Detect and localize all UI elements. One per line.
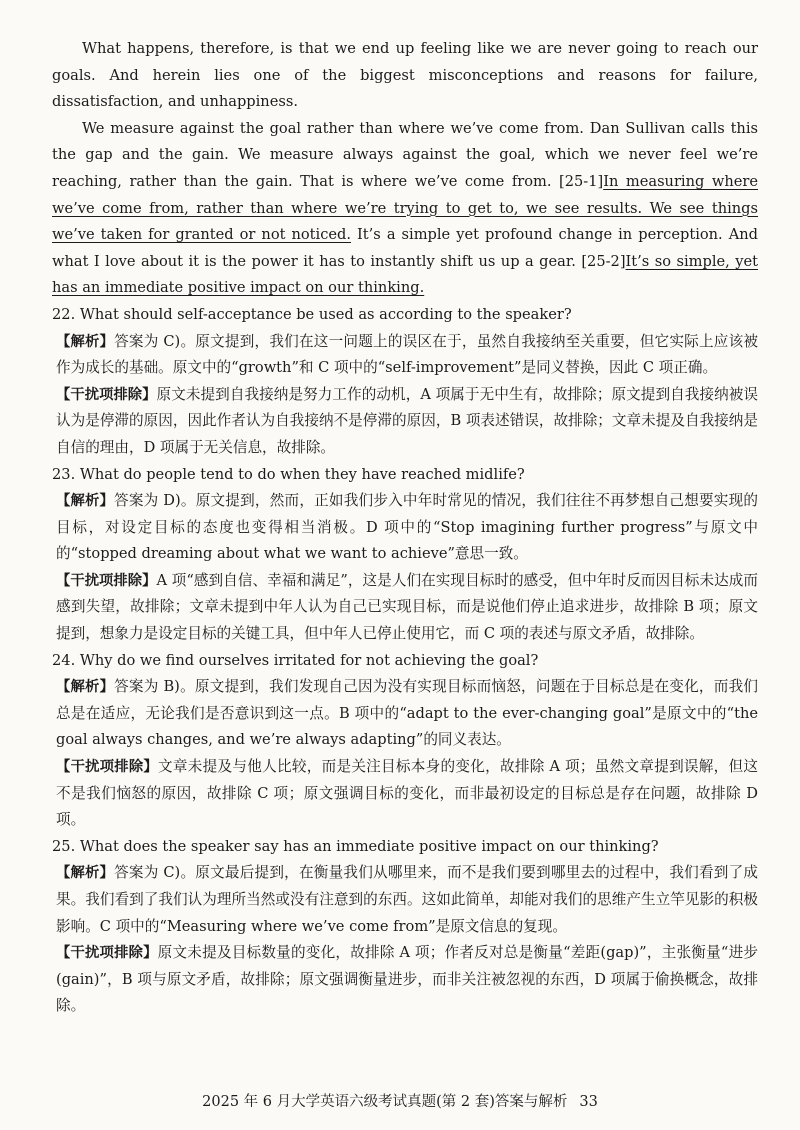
question-block: [52, 302, 758, 462]
distractor-analysis: [56, 568, 758, 648]
question-text: 23. What do people tend to do when they have reached midlife?: [52, 465, 525, 483]
passage-paragraph-2: [52, 116, 758, 302]
analysis-tag: 【解析】: [56, 333, 115, 350]
analysis-text: 答案为 C)。原文最后提到，在衡量我们从哪里来，而不是我们要到哪里去的过程中，我们看到了成果。我们看到了我们认为理所当然或没有注意到的东西。这如此简单，却能对我们的思维产生立竿见影的积极影响。C 项中的“Measuring where we’ve come from”是原文信息的复现。: [56, 864, 758, 935]
page-footer: [0, 1090, 800, 1111]
question-marker: [25-2]: [581, 252, 626, 270]
analysis-tag: 【解析】: [56, 493, 115, 510]
analysis-text: 答案为 B)。原文提到，我们发现自己因为没有实现目标而恼怒，问题在于目标总是在变化，而我们总是在适应，无论我们是否意识到这一点。B 项中的“adapt to the ever-changing goal”是原文中的“the goal always changes, and we’re always adapting”的同义表达。: [56, 678, 758, 749]
passage-text: It’s a simple yet profound change in perception. And what I love about it is the power it has to instantly shift us up a gear.: [52, 226, 758, 270]
analysis-text: 答案为 D)。原文提到，然而，正如我们步入中年时常见的情况，我们往往不再梦想自己想要实现的目标，对设定目标的态度也变得相当消极。D 项中的“Stop imagining further progress”与原文中的“stopped dreaming about what we want to achieve”意思一致。: [56, 492, 758, 563]
question-block: [52, 648, 758, 834]
question-block: [52, 834, 758, 1020]
question-text: 22. What should self-acceptance be used as according to the speaker?: [52, 305, 572, 323]
page-number: 33: [579, 1094, 598, 1110]
analysis-tag: 【解析】: [56, 865, 115, 882]
passage-paragraph-1: What happens, therefore, is that we end up feeling like we are never going to reach our goals. And herein lies one of the biggest misconceptions and reasons for failure, dissatisfaction, and unhappiness.: [52, 40, 758, 111]
page-content: [52, 36, 758, 1020]
analysis: [56, 488, 758, 568]
question-text: 24. Why do we find ourselves irritated for not achieving the goal?: [52, 651, 539, 669]
underlined-key-sentence: It’s so simple, yet has an immediate positive impact on our thinking.: [52, 252, 758, 297]
analysis: [56, 674, 758, 754]
distractor-tag: 【干扰项排除】: [56, 759, 159, 776]
analysis-tag: 【解析】: [56, 679, 115, 696]
question-block: [52, 462, 758, 648]
underlined-key-sentence: In measuring where we’ve come from, rather than where we’re trying to get to, we see results. We see things we’ve taken for granted or not noticed.: [52, 172, 759, 244]
distractor-analysis: [56, 382, 758, 462]
question-marker: [25-1]: [559, 172, 604, 190]
distractor-text: 文章未提及与他人比较，而是关注目标本身的变化，故排除 A 项；虽然文章提到误解，但这不是我们恼怒的原因，故排除 C 项；原文强调目标的变化，而非最初设定的目标总是存在问题，故排除 D 项。: [56, 758, 759, 829]
distractor-tag: 【干扰项排除】: [56, 386, 157, 403]
question-text: 25. What does the speaker say has an immediate positive impact on our thinking?: [52, 837, 659, 855]
distractor-text: A 项“感到自信、幸福和满足”，这是人们在实现目标时的感受，但中年时反而因目标未达成而感到失望，故排除；文章未提到中年人认为自己已实现目标，而是说他们停止追求进步，故排除 B 项；原文提到，想象力是设定目标的关键工具，但中年人已停止使用它，而 C 项的表述与原文矛盾，故排除。: [56, 571, 758, 643]
distractor-analysis: [56, 940, 758, 1020]
footer-title: 2025 年 6 月大学英语六级考试真题(第 2 套)答案与解析: [202, 1094, 568, 1110]
distractor-text: 原文未提到自我接纳是努力工作的动机，A 项属于无中生有，故排除；原文提到自我接纳被误认为是停滞的原因，因此作者认为自我接纳不是停滞的原因，B 项表述错误，故排除；文章未提及自我接纳是自信的理由，D 项属于无关信息，故排除。: [56, 385, 759, 456]
analysis: [56, 329, 758, 382]
distractor-text: 原文未提及目标数量的变化，故排除 A 项；作者反对总是衡量“差距(gap)”，主张衡量“进步(gain)”，B 项与原文矛盾，故排除；原文强调衡量进步，而非关注被忽视的东西，D 项属于偷换概念，故排除。: [56, 944, 758, 1015]
distractor-tag: 【干扰项排除】: [56, 572, 157, 589]
analysis-text: 答案为 C)。原文提到，我们在这一问题上的误区在于，虽然自我接纳至关重要，但它实际上应该被作为成长的基础。原文中的“growth”和 C 项中的“self-improvement”是同义替换，因此 C 项正确。: [56, 332, 758, 377]
passage-text: We measure against the goal rather than where we’ve come from. Dan Sullivan calls this the gap and the gain. We measure always against the goal, which we never feel we’re reaching, rather than the gain. That is where we’ve come from.: [52, 119, 758, 190]
distractor-tag: 【干扰项排除】: [56, 945, 158, 962]
distractor-analysis: [56, 754, 758, 834]
analysis: [56, 860, 758, 940]
